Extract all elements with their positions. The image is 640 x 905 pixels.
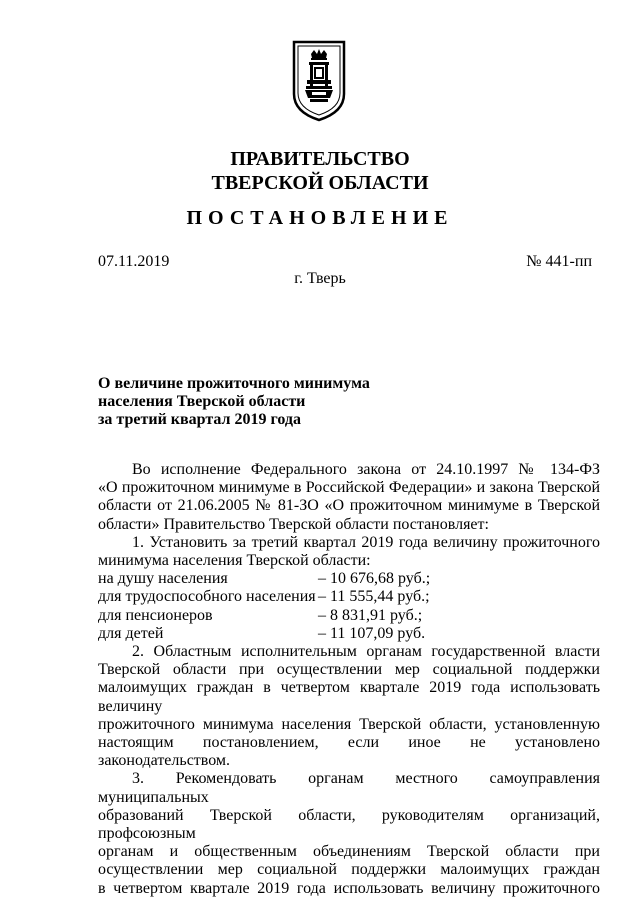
- text-line: области от 21.06.2005 № 81-ЗО «О прожиточном минимуме в Тверской: [98, 497, 600, 515]
- category-value: – 11 555,44 руб.;: [318, 588, 430, 606]
- category-value: – 8 831,91 руб.;: [318, 606, 423, 624]
- text-line: 2. Областным исполнительным органам государственной власти: [132, 643, 600, 661]
- minimum-values-list: [98, 570, 600, 643]
- text-line: прожиточного минимума населения Тверской области, установленную: [98, 715, 600, 733]
- text-line: минимума населения Тверской области:: [98, 552, 371, 570]
- item-1-paragraph: [98, 534, 600, 570]
- text-line: 3. Рекомендовать органам местного самоуправления муниципальных: [98, 770, 600, 806]
- document-city: г. Тверь: [294, 270, 346, 287]
- category-label: на душу населения: [98, 570, 228, 588]
- document-body: [98, 461, 600, 898]
- text-line: малоимущих граждан в четвертом квартале 2019 года использовать величину: [98, 679, 600, 715]
- text-line: органам и общественным объединениям Тверской области при: [98, 843, 600, 861]
- list-item: [98, 607, 600, 625]
- organization-name-line-1: ПРАВИТЕЛЬСТВО: [230, 148, 410, 170]
- text-line: 1. Установить за третий квартал 2019 года величину прожиточного: [132, 533, 600, 551]
- text-line: Во исполнение Федерального закона от 24.10.1997 № 134-ФЗ: [132, 461, 600, 478]
- text-line: «О прожиточном минимуме в Российской Федерации» и закона Тверской: [98, 479, 600, 497]
- text-line: области» Правительство Тверской области постановляет:: [98, 515, 489, 533]
- text-line: Тверской области при осуществлении мер социальной поддержки: [98, 661, 600, 679]
- subject-line: населения Тверской области: [98, 393, 306, 410]
- category-label: для трудоспособного населения: [98, 588, 316, 606]
- text-line: настоящим постановлением, если иное не установлено законодательством.: [98, 734, 600, 770]
- document-type-title: ПОСТАНОВЛЕНИЕ: [186, 207, 454, 229]
- category-value: – 10 676,68 руб.;: [318, 570, 431, 588]
- subject-line: за третий квартал 2019 года: [98, 411, 301, 428]
- text-line: образований Тверской области, руководителям организаций, профсоюзным: [98, 806, 600, 843]
- subject-line: О величине прожиточного минимума: [98, 375, 370, 392]
- item-3-paragraph: [98, 770, 600, 897]
- document-date: 07.11.2019: [98, 253, 170, 270]
- tver-coat-of-arms-emblem: [292, 40, 346, 122]
- item-2-paragraph: [98, 643, 600, 770]
- intro-paragraph: [98, 461, 600, 534]
- category-label: для детей: [98, 624, 164, 642]
- list-item: [98, 570, 600, 588]
- list-item: [98, 625, 600, 643]
- category-label: для пенсионеров: [98, 606, 213, 624]
- list-item: [98, 588, 600, 606]
- document-number: № 441-пп: [526, 253, 592, 270]
- organization-name-line-2: ТВЕРСКОЙ ОБЛАСТИ: [211, 172, 429, 194]
- category-value: – 11 107,09 руб.: [318, 624, 426, 642]
- text-line: осуществлении мер социальной поддержки малоимущих граждан: [98, 861, 600, 879]
- text-line: в четвертом квартале 2019 года использовать величину прожиточного: [98, 879, 600, 897]
- document-subject: [98, 375, 370, 429]
